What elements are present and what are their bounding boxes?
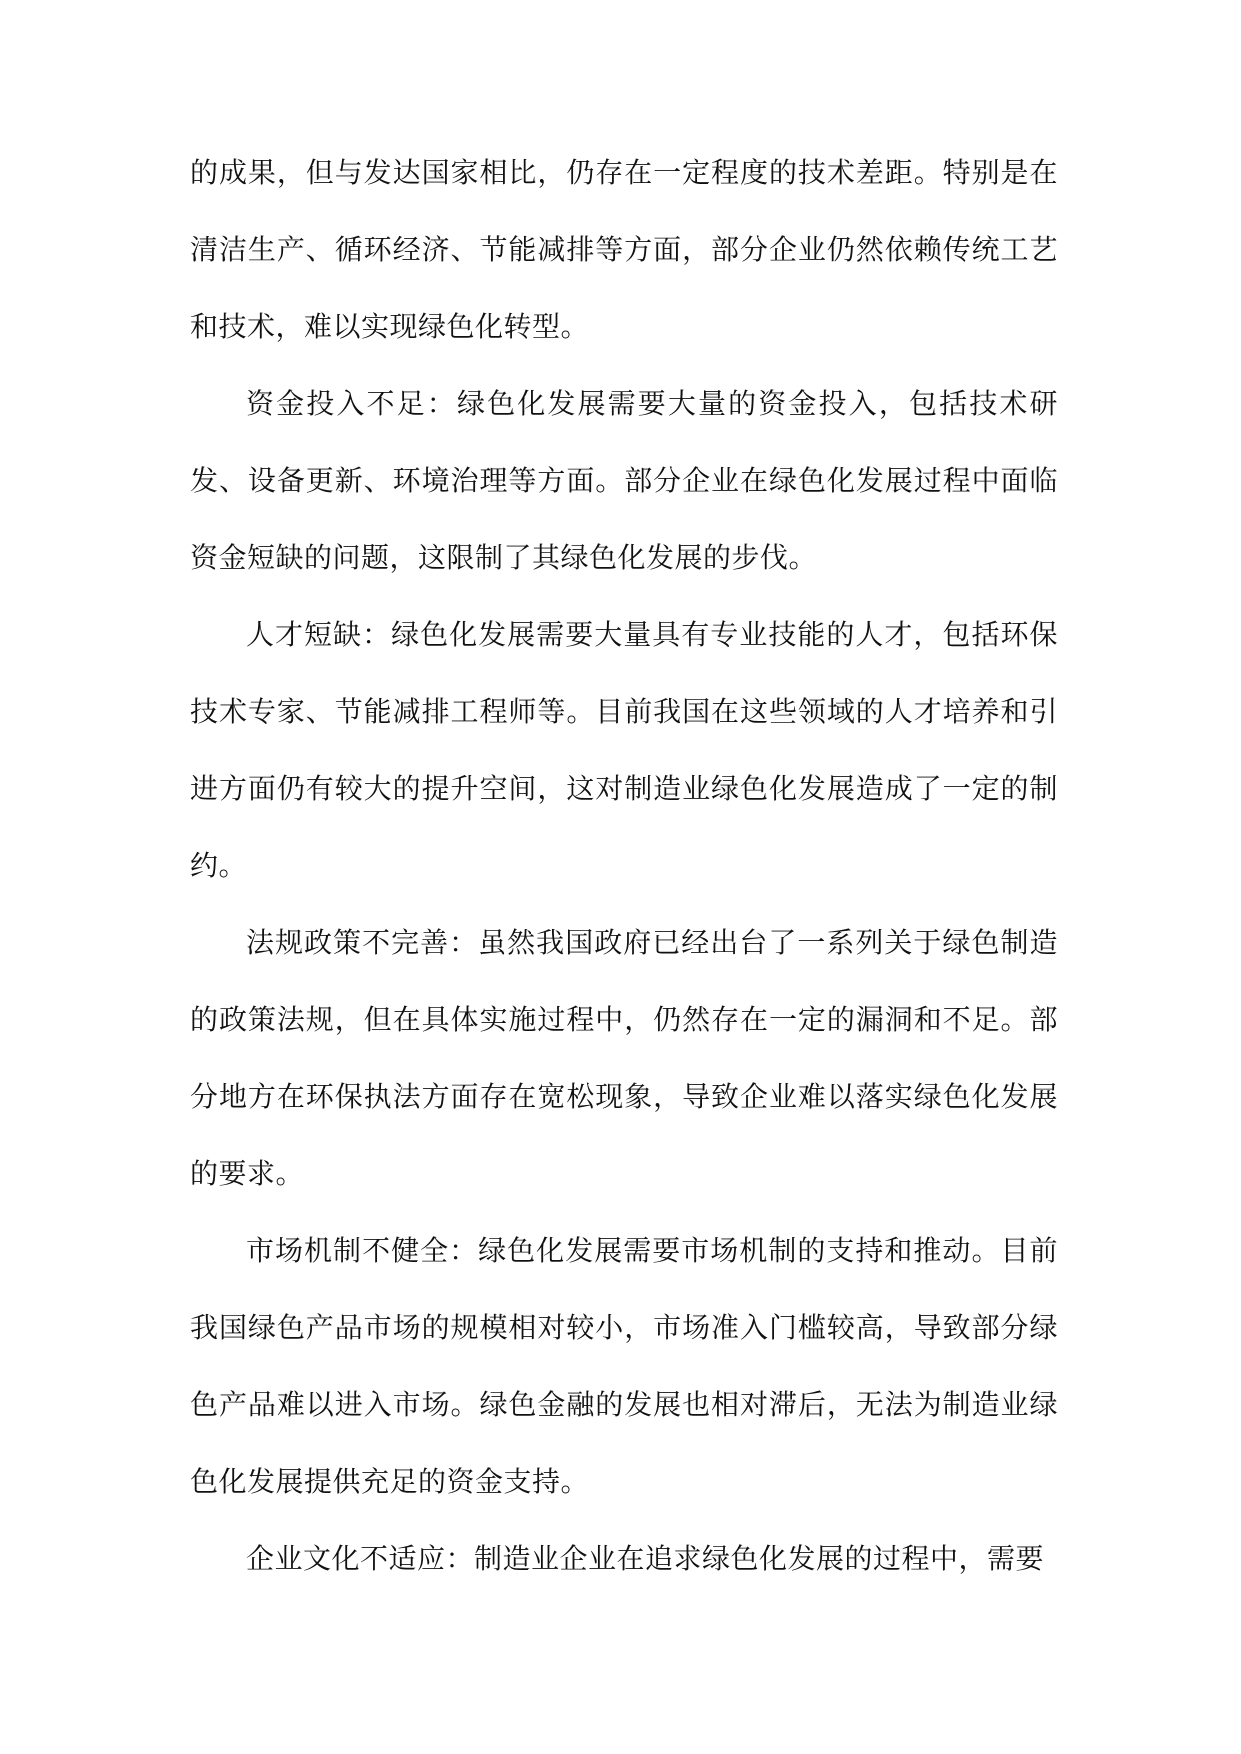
paragraph-market: 市场机制不健全：绿色化发展需要市场机制的支持和推动。目前我国绿色产品市场的规模相对较小，市场准入门槛较高，导致部分绿色产品难以进入市场。绿色金融的发展也相对滞后，无法为制造业绿色化发展提供充足的资金支持。 bbox=[190, 1234, 1058, 1498]
paragraph-culture: 企业文化不适应：制造业企业在追求绿色化发展的过程中，需要 bbox=[246, 1542, 1045, 1575]
paragraph-funding: 资金投入不足：绿色化发展需要大量的资金投入，包括技术研发、设备更新、环境治理等方面。部分企业在绿色化发展过程中面临资金短缺的问题，这限制了其绿色化发展的步伐。 bbox=[190, 387, 1058, 574]
paragraph-policy: 法规政策不完善：虽然我国政府已经出台了一系列关于绿色制造的政策法规，但在具体实施过程中，仍然存在一定的漏洞和不足。部分地方在环保执法方面存在宽松现象，导致企业难以落实绿色化发展的要求。 bbox=[190, 926, 1058, 1190]
paragraph-talent: 人才短缺：绿色化发展需要大量具有专业技能的人才，包括环保技术专家、节能减排工程师等。目前我国在这些领域的人才培养和引进方面仍有较大的提升空间，这对制造业绿色化发展造成了一定的制约。 bbox=[190, 618, 1058, 882]
body-text bbox=[190, 134, 1058, 1597]
paragraph-continuation: 的成果，但与发达国家相比，仍存在一定程度的技术差距。特别是在清洁生产、循环经济、节能减排等方面，部分企业仍然依赖传统工艺和技术，难以实现绿色化转型。 bbox=[190, 156, 1058, 343]
